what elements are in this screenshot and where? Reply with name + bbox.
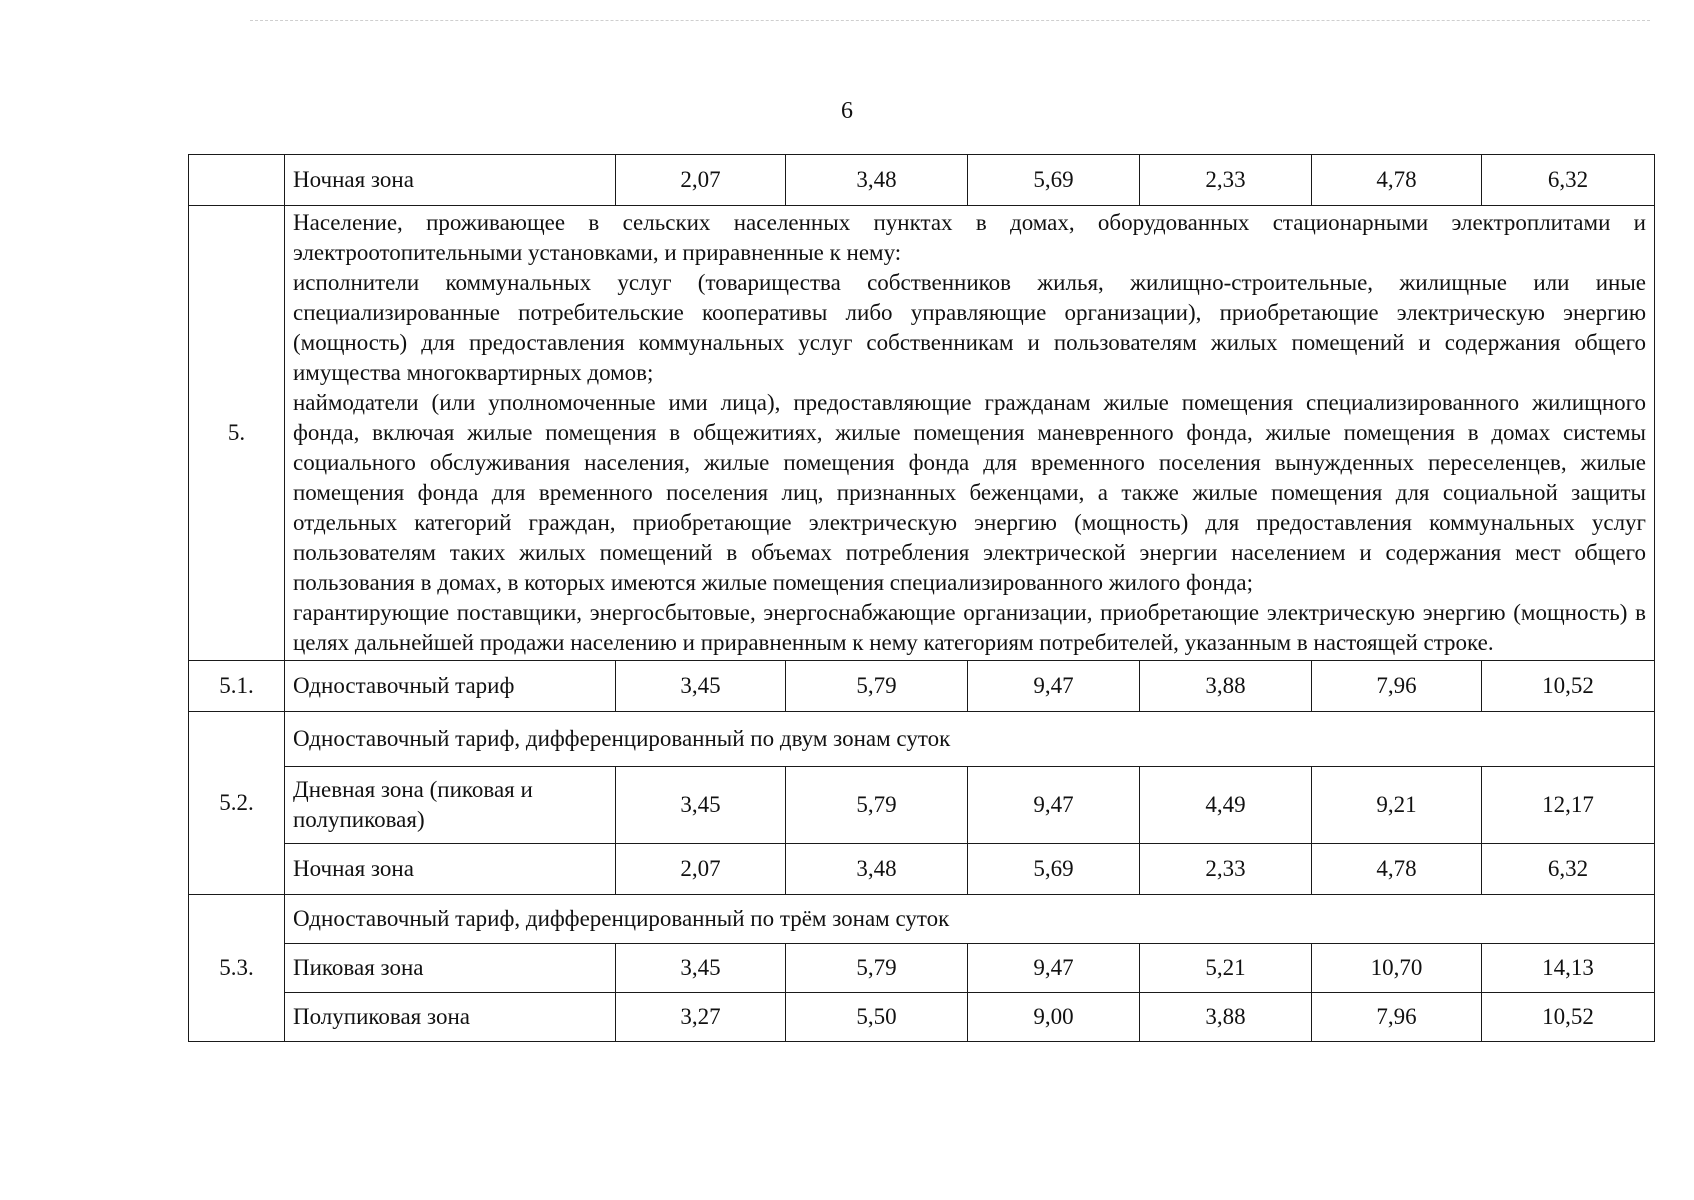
row-index: 5. bbox=[189, 206, 285, 661]
value-cell: 7,96 bbox=[1312, 993, 1482, 1042]
value-cell: 5,79 bbox=[786, 944, 968, 993]
value-cell: 6,32 bbox=[1482, 155, 1655, 206]
row-index: 5.1. bbox=[189, 661, 285, 712]
value-cell: 14,13 bbox=[1482, 944, 1655, 993]
value-cell: 3,88 bbox=[1140, 993, 1312, 1042]
value-cell: 2,07 bbox=[616, 155, 786, 206]
value-cell: 5,21 bbox=[1140, 944, 1312, 993]
table-row-top-night bbox=[189, 155, 1655, 206]
value-cell: 10,52 bbox=[1482, 993, 1655, 1042]
value-cell: 3,88 bbox=[1140, 661, 1312, 712]
table-row-5-3-heading bbox=[189, 895, 1655, 944]
index-cell bbox=[189, 155, 285, 206]
value-cell: 3,48 bbox=[786, 844, 968, 895]
table-row-5-2-day bbox=[189, 767, 1655, 844]
row-label: Полупиковая зона bbox=[285, 993, 616, 1042]
table-row-section-5 bbox=[189, 206, 1655, 661]
value-cell: 5,50 bbox=[786, 993, 968, 1042]
row-label: Дневная зона (пиковая и полупиковая) bbox=[285, 767, 616, 844]
description-paragraph: исполнители коммунальных услуг (товарищества собственников жилья, жилищно-строительные, жилищные или иные специализированные потребительские кооперативы либо управляющие организации), приобретающие электрическую энергию (мощность) для предоставления коммунальных услуг собственникам и пользователям жилых помещений и содержания общего имущества многоквартирных домов; bbox=[293, 270, 1646, 385]
value-cell: 5,69 bbox=[968, 155, 1140, 206]
value-cell: 10,52 bbox=[1482, 661, 1655, 712]
value-cell: 2,33 bbox=[1140, 844, 1312, 895]
description-paragraph: гарантирующие поставщики, энергосбытовые, энергоснабжающие организации, приобретающие электрическую энергию (мощность) в целях дальнейшей продажи населению и приравненным к нему категориям потребителей, указанным в настоящей строке. bbox=[293, 600, 1646, 655]
row-label: Ночная зона bbox=[285, 844, 616, 895]
table-row-5-3-semipeak bbox=[189, 993, 1655, 1042]
value-cell: 9,47 bbox=[968, 767, 1140, 844]
row-label: Ночная зона bbox=[285, 155, 616, 206]
value-cell: 5,79 bbox=[786, 767, 968, 844]
scan-artifact-line bbox=[250, 20, 1650, 21]
row-label: Одноставочный тариф bbox=[285, 661, 616, 712]
table-row-5-2-heading bbox=[189, 712, 1655, 767]
value-cell: 3,45 bbox=[616, 661, 786, 712]
value-cell: 9,21 bbox=[1312, 767, 1482, 844]
value-cell: 9,47 bbox=[968, 944, 1140, 993]
table-row-5-3-peak bbox=[189, 944, 1655, 993]
page-number: 6 bbox=[841, 98, 853, 124]
table-row-5-2-night bbox=[189, 844, 1655, 895]
value-cell: 5,69 bbox=[968, 844, 1140, 895]
value-cell: 9,00 bbox=[968, 993, 1140, 1042]
value-cell: 3,27 bbox=[616, 993, 786, 1042]
value-cell: 2,07 bbox=[616, 844, 786, 895]
value-cell: 3,48 bbox=[786, 155, 968, 206]
value-cell: 4,78 bbox=[1312, 844, 1482, 895]
description-paragraph: наймодатели (или уполномоченные ими лица), предоставляющие гражданам жилые помещения специализированного жилищного фонда, включая жилые помещения в общежитиях, жилые помещения маневренного фонда, жилые помещения в домах системы социального обслуживания населения, жилые помещения фонда для временного поселения вынужденных переселенцев, жилые помещения фонда для временного поселения лиц, признанных беженцами, а также жилые помещения для социальной защиты отдельных категорий граждан, приобретающие электрическую энергию (мощность) для предоставления коммунальных услуг пользователям таких жилых помещений в объемах потребления электрической энергии населением и содержания мест общего пользования в домах, в которых имеются жилые помещения специализированного жилого фонда; bbox=[293, 390, 1646, 595]
subsection-heading: Одноставочный тариф, дифференцированный по трём зонам суток bbox=[285, 895, 1655, 944]
value-cell: 3,45 bbox=[616, 767, 786, 844]
value-cell: 7,96 bbox=[1312, 661, 1482, 712]
value-cell: 4,49 bbox=[1140, 767, 1312, 844]
subsection-heading: Одноставочный тариф, дифференцированный по двум зонам суток bbox=[285, 712, 1655, 767]
row-index: 5.2. bbox=[189, 712, 285, 895]
tariff-table bbox=[188, 154, 1655, 1042]
value-cell: 10,70 bbox=[1312, 944, 1482, 993]
value-cell: 3,45 bbox=[616, 944, 786, 993]
table-row-5-1 bbox=[189, 661, 1655, 712]
value-cell: 9,47 bbox=[968, 661, 1140, 712]
row-index: 5.3. bbox=[189, 895, 285, 1042]
description-paragraph: Население, проживающее в сельских населенных пунктах в домах, оборудованных стационарными электроплитами и электроотопительными установками, и приравненные к нему: bbox=[293, 210, 1646, 265]
value-cell: 5,79 bbox=[786, 661, 968, 712]
section-description bbox=[285, 206, 1655, 661]
row-label: Пиковая зона bbox=[285, 944, 616, 993]
value-cell: 12,17 bbox=[1482, 767, 1655, 844]
value-cell: 6,32 bbox=[1482, 844, 1655, 895]
value-cell: 2,33 bbox=[1140, 155, 1312, 206]
value-cell: 4,78 bbox=[1312, 155, 1482, 206]
